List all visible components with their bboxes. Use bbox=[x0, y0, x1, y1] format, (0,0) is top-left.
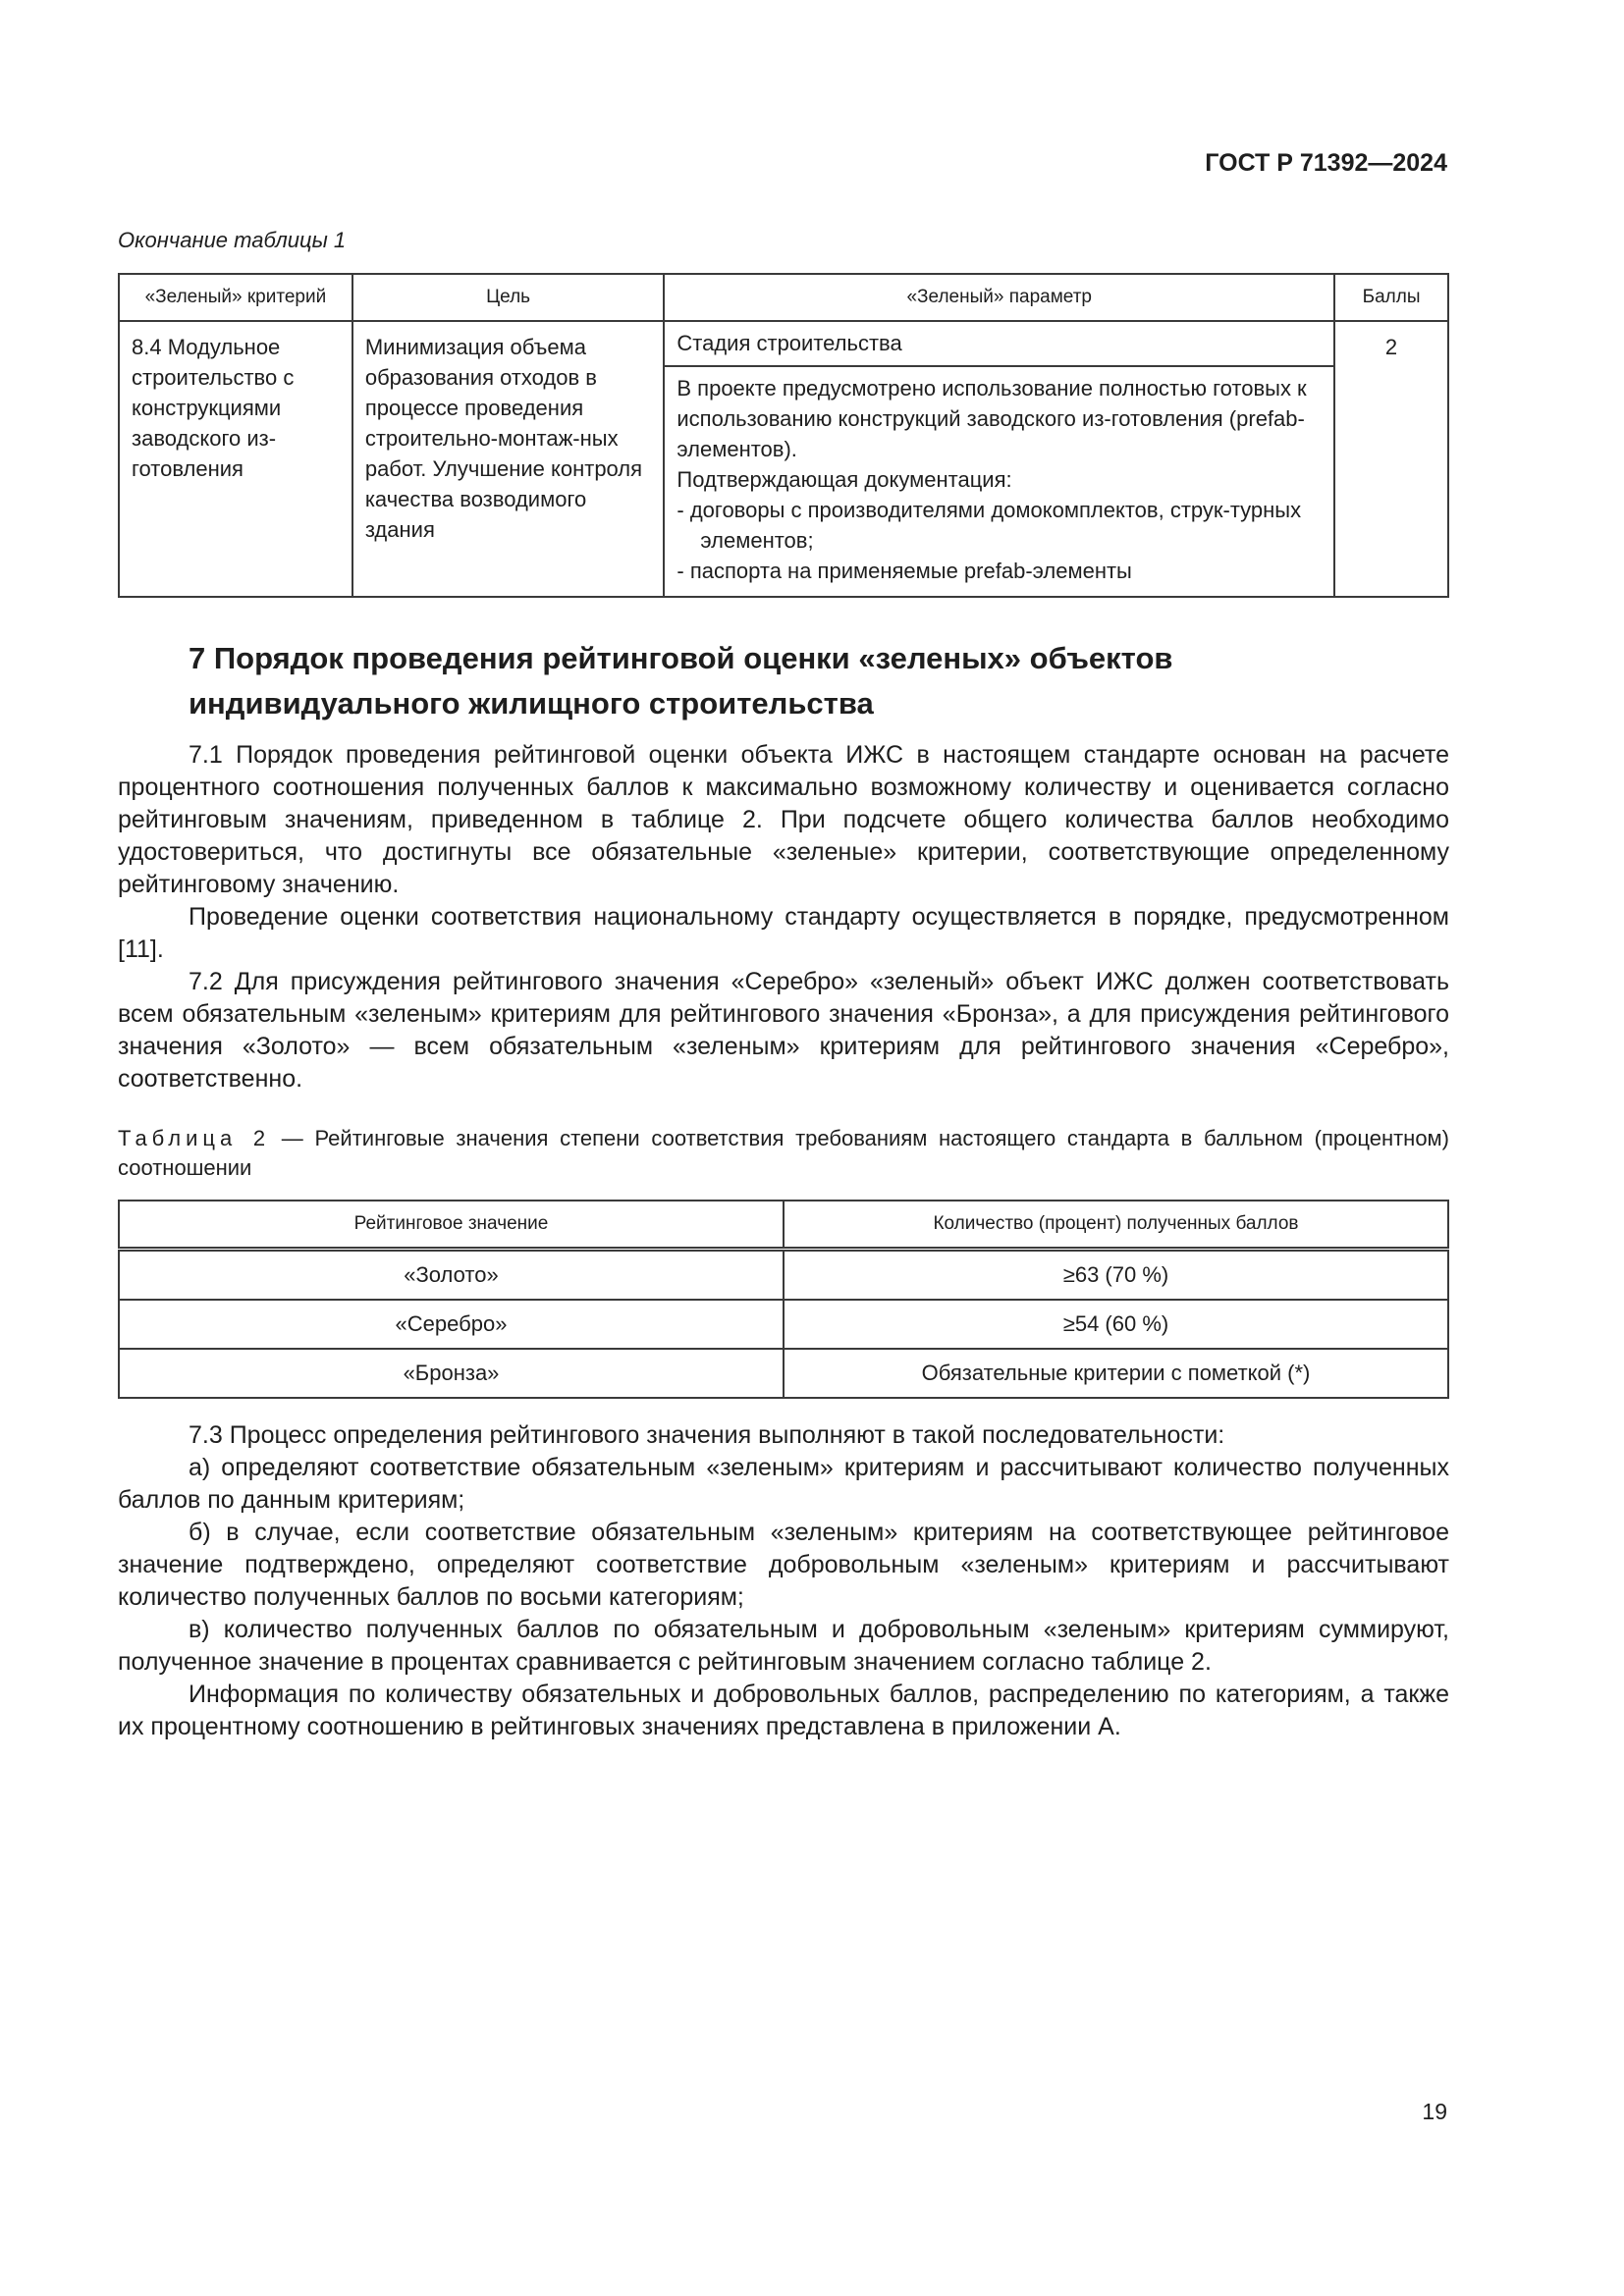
stage-cell: Стадия строительства bbox=[664, 321, 1334, 366]
document-code: ГОСТ Р 71392—2024 bbox=[1205, 149, 1447, 177]
table2-label: Таблица 2 bbox=[118, 1126, 271, 1150]
table2-header-row bbox=[119, 1201, 1448, 1250]
goal-cell: Минимизация объема образования отходов в процессе проведения строительно-монтаж-ных работ. Улучшение контроля качества возводимого здания bbox=[352, 321, 665, 597]
table1-continuation-caption: Окончание таблицы 1 bbox=[118, 228, 347, 252]
criterion-cell: 8.4 Модульное строительство с конструкциями заводского из-готовления bbox=[119, 321, 352, 597]
description-text: В проекте предусмотрено использование полностью готовых к использованию конструкций заводского из-готовления (prefab-элементов). bbox=[677, 376, 1307, 461]
table-row bbox=[119, 1300, 1448, 1349]
table1-header-parameter: «Зеленый» параметр bbox=[664, 274, 1334, 321]
list-item: а) определяют соответствие обязательным «зеленым» критериям и рассчитывают количество полученных баллов по данным критериям; bbox=[118, 1454, 1449, 1514]
list-item: б) в случае, если соответствие обязательным «зеленым» критериям на соответствующее рейтинговое значение подтверждено, определяют соответствие добровольным «зеленым» критериям и рассчитывают количество полученных баллов по восьми категориям; bbox=[118, 1519, 1449, 1611]
table2-caption bbox=[118, 1124, 1449, 1183]
points-cell: Обязательные критерии с пометкой (*) bbox=[784, 1349, 1448, 1398]
table1-header-goal: Цель bbox=[352, 274, 665, 321]
list-item: в) количество полученных баллов по обязательным и добровольным «зеленым» критериям суммируют, полученное значение в процентах сравнивается с рейтинговым значением согласно таблице 2. bbox=[118, 1616, 1449, 1676]
points-cell: ≥54 (60 %) bbox=[784, 1300, 1448, 1349]
table1-header-criterion: «Зеленый» критерий bbox=[119, 274, 352, 321]
table1-header-row bbox=[119, 274, 1448, 321]
table2-header-points: Количество (процент) полученных баллов bbox=[784, 1201, 1448, 1250]
points-cell: ≥63 (70 %) bbox=[784, 1250, 1448, 1301]
rating-cell: «Серебро» bbox=[119, 1300, 784, 1349]
paragraph-annex-info: Информация по количеству обязательных и добровольных баллов, распределению по категориям, а также их процентному соотношению в рейтинговых значениях представлена в приложении А. bbox=[118, 1681, 1449, 1740]
documentation-label: Подтверждающая документация: bbox=[677, 467, 1012, 492]
table2-header-rating: Рейтинговое значение bbox=[119, 1201, 784, 1250]
table-row bbox=[119, 1349, 1448, 1398]
paragraph-7-3: 7.3 Процесс определения рейтингового значения выполняют в такой последовательности: bbox=[189, 1421, 1225, 1449]
section-7-3-body bbox=[118, 1419, 1449, 1743]
paragraph-conformity: Проведение оценки соответствия национальному стандарту осуществляется в порядке, предусмотренном [11]. bbox=[118, 903, 1449, 963]
table1 bbox=[118, 273, 1449, 598]
paragraph-7-1: 7.1 Порядок проведения рейтинговой оценки объекта ИЖС в настоящем стандарте основан на расчете процентного соотношения полученных баллов к максимально возможному количеству и оценивается согласно рейтинговым значениям, приведенном в таблице 2. При подсчете общего количества баллов необходимо удостовериться, что достигнуты все обязательные «зеленые» критерии, соответствующие определенному рейтинговому значению. bbox=[118, 741, 1449, 898]
list-item: - договоры с производителями домокомплектов, струк-турных элементов; bbox=[677, 498, 1302, 553]
rating-cell: «Бронза» bbox=[119, 1349, 784, 1398]
table2-title: — Рейтинговые значения степени соответствия требованиям настоящего стандарта в балльном (процентном) соотношении bbox=[118, 1126, 1450, 1180]
table-row bbox=[119, 1250, 1448, 1301]
table2 bbox=[118, 1200, 1449, 1399]
score-cell: 2 bbox=[1334, 321, 1448, 597]
parameter-description-cell bbox=[664, 366, 1334, 597]
list-item: - паспорта на применяемые prefab-элементы bbox=[677, 559, 1132, 583]
table1-header-score: Баллы bbox=[1334, 274, 1448, 321]
table-row bbox=[119, 321, 1448, 366]
page-number: 19 bbox=[1422, 2099, 1447, 2124]
paragraph-7-2: 7.2 Для присуждения рейтингового значения «Серебро» «зеленый» объект ИЖС должен соответствовать всем обязательным «зеленым» критериям для рейтингового значения «Бронза», а для присуждения рейтингового значения «Золото» — всем обязательным «зеленым» критериям для рейтингового значения «Серебро», соответственно. bbox=[118, 968, 1449, 1093]
section-7-body bbox=[118, 739, 1449, 1095]
rating-cell: «Золото» bbox=[119, 1250, 784, 1301]
section-7-heading: 7 Порядок проведения рейтинговой оценки «зеленых» объектов индивидуального жилищного строительства bbox=[189, 641, 1173, 721]
